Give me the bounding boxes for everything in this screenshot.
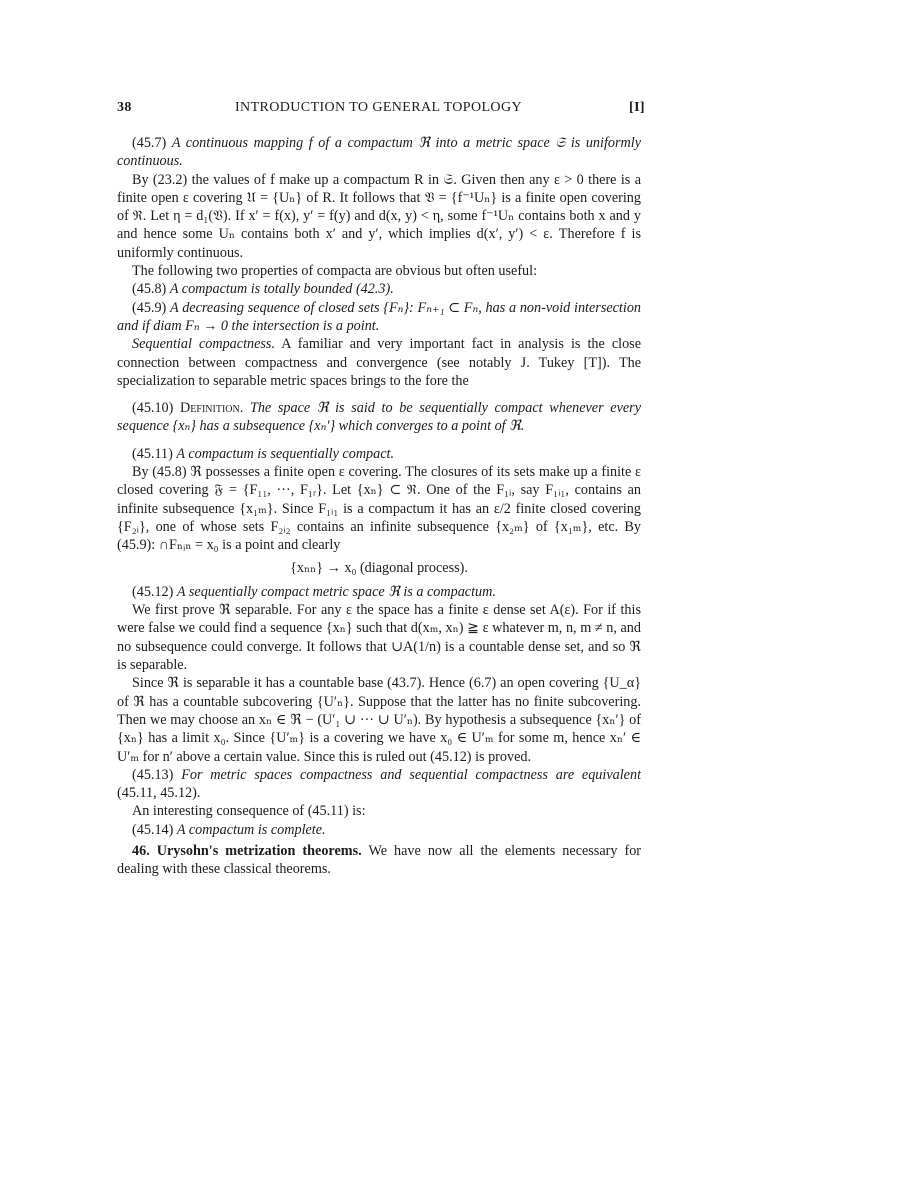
theorem-45-12 (117, 583, 641, 601)
definition-number: (45.10) (132, 400, 174, 417)
definition-45-10 (117, 399, 641, 436)
theorem-45-11 (117, 445, 641, 463)
running-title: INTRODUCTION TO GENERAL TOPOLOGY (235, 100, 522, 115)
theorem-statement: A decreasing sequence of closed sets {Fₙ}: Fₙ₊₁ ⊂ Fₙ, has a non-void intersection and if diam Fₙ → 0 the intersection is a point. (117, 299, 642, 334)
paragraph: Since ℜ is separable it has a countable base (43.7). Hence (6.7) an open covering {U_α} of ℜ has a countable subcovering {U′ₙ}. Suppose that the latter has no finite subcovering. Then we may choose an xₙ ∈ ℜ − (U′₁ ∪ ··· ∪ U′ₙ). By hypothesis a subsequence {xₙ′} of {xₙ} has a limit x₀. Since {U′ₘ} is a covering we have x₀ ∈ U′ₘ for some m, hence xₙ′ ∈ U′ₘ for n′ above a certain value. Since this is ruled out (45.12) is proved. (117, 675, 641, 765)
theorem-reference: (45.11, 45.12). (117, 785, 201, 802)
section-46 (117, 842, 641, 879)
running-header (117, 100, 645, 120)
theorem-number: (45.11) (132, 445, 173, 462)
theorem-number: (45.12) (132, 583, 174, 600)
theorem-statement: A compactum is sequentially compact. (176, 445, 395, 462)
theorem-statement: A continuous mapping f of a compactum ℜ into a metric space 𝔖 is uniformly continuous. (117, 135, 641, 170)
paragraph: By (23.2) the values of f make up a compactum R in 𝔖. Given then any ε > 0 there is a finite open ε covering 𝔘 = {Uₙ} of R. It follows that 𝔙 = {f⁻¹Uₙ} is a finite open covering of ℜ. Let η = d₁(𝔙). If x′ = f(x), y′ = f(y) and d(x, y) < η, some f⁻¹Uₙ contains both x and y and hence some Uₙ contains both x′ and y′, which implies d(x′, y′) < ε. Therefore f is uniformly continuous. (117, 171, 641, 261)
theorem-statement: A compactum is complete. (176, 821, 326, 838)
paragraph: The following two properties of compacta are obvious but often useful: (132, 263, 538, 280)
theorem-number: (45.8) (132, 281, 167, 298)
page-number: 38 (117, 100, 132, 115)
page-body (117, 134, 641, 879)
theorem-statement: A sequentially compact metric space ℜ is a compactum. (176, 583, 496, 600)
theorem-45-9 (117, 299, 641, 336)
theorem-45-13 (117, 766, 641, 803)
paragraph: We first prove ℜ separable. For any ε the space has a finite ε dense set A(ε). For if this were false we could find a sequence {xₙ} such that d(xₘ, xₙ) ≧ ε whatever m, n, m ≠ n, and no subsequence could converge. It follows that ∪A(1/n) is a countable dense set, and so ℜ is separable. (117, 602, 641, 674)
theorem-45-14 (117, 821, 641, 839)
paragraph-text: A familiar and very important fact in analysis is the close connection between compactness and convergence (see notably J. Tukey [T]). The specialization to separable metric spaces brings to the fore the (117, 336, 642, 389)
section-title: Urysohn's metrization theorems. (156, 842, 362, 859)
definition-label: Definition. (180, 400, 244, 417)
run-in-heading: Sequential compactness. (132, 336, 275, 353)
definition-statement: The space ℜ is said to be sequentially compact whenever every sequence {xₙ} has a subsequence {xₙ′} which converges to a point of ℜ. (117, 400, 642, 435)
section-mark: [I] (629, 100, 645, 115)
section-text: We have now all the elements necessary for dealing with these classical theorems. (117, 842, 642, 878)
theorem-number: (45.7) (132, 135, 167, 151)
display-equation: {xₙₙ} → x₀ (diagonal process). (290, 559, 468, 576)
theorem-number: (45.9) (132, 299, 167, 316)
theorem-45-7 (117, 134, 641, 171)
sequential-compactness-paragraph (117, 335, 641, 390)
theorem-number: (45.13) (132, 766, 174, 783)
paragraph: An interesting consequence of (45.11) is: (132, 803, 366, 820)
section-number: 46. (132, 842, 150, 859)
theorem-statement: A compactum is totally bounded (42.3). (169, 281, 394, 298)
paragraph: By (45.8) ℜ possesses a finite open ε covering. The closures of its sets make up a finite ε closed covering 𝔉 = {F₁₁, ···, F₁ᵣ}. Let {xₙ} ⊂ ℜ. One of the F₁ᵢ, say F₁ᵢ₁, contains an infinite subsequence {x₁ₘ}. Since F₁ᵢ₁ is a compactum it has an ε/2 finite closed covering {F₂ᵢ}, one of whose sets F₂ᵢ₂ contains an infinite subsequence {x₂ₘ} of {x₁ₘ}, etc. By (45.9): ∩Fₙᵢₙ = x₀ is a point and clearly (117, 464, 641, 554)
theorem-45-8 (117, 280, 641, 298)
theorem-number: (45.14) (132, 821, 174, 838)
theorem-statement: For metric spaces compactness and sequential compactness are equivalent (181, 766, 642, 783)
